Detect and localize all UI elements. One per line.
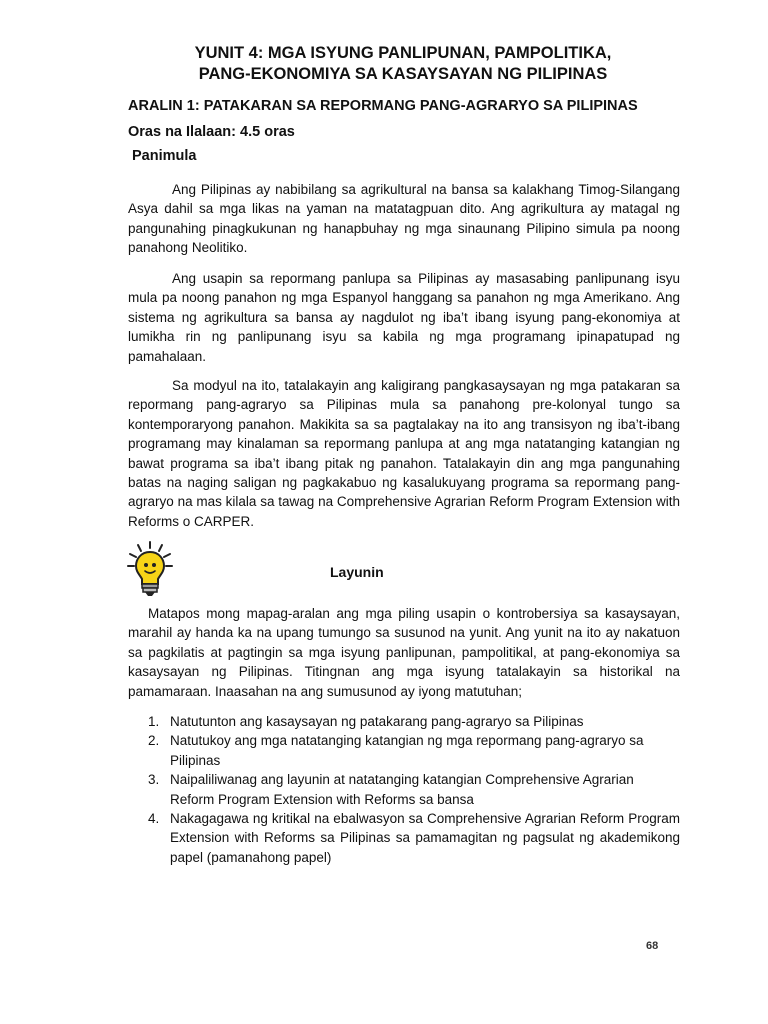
list-item	[128, 731, 680, 770]
objectives-heading: Layunin	[330, 564, 384, 580]
list-item	[128, 770, 680, 809]
list-item-text: Naipaliliwanag ang layunin at natatanging katangian Comprehensive Agrarian Reform Program Extension with Reforms sa bansa	[170, 772, 634, 807]
list-item-text: Natutukoy ang mga natatanging katangian ng mga repormang pang-agraryo sa Pilipinas	[170, 733, 644, 768]
intro-paragraph-3: Sa modyul na ito, tatalakayin ang kaligirang pangkasaysayan ng mga patakaran sa repormang pang-agraryo sa Pilipinas mula sa panahong pre-kolonyal tungo sa kontemporaryong panahon. Makikita sa sa pagtalakay na ito ang transisyon ng iba’t-ibang programang may kinalaman sa repormang panlupa at ang mga natatanging katangian ng bawat programa sa iba’t ibang pitak ng panahon. Tatalakayin din ang mga pangunahing batas na naging saligan ng pagkakabuo ng kasalukuyang programa sa repormang pang-agraryo na mas kilala sa tawag na Comprehensive Agrarian Reform Program Extension with Reforms o CARPER.	[128, 378, 680, 529]
list-item	[128, 809, 680, 867]
unit-title-line2: PANG-EKONOMIYA SA KASAYSAYAN NG PILIPINAS	[198, 65, 608, 83]
list-item-number: 1.	[148, 714, 160, 729]
unit-title-line1: YUNIT 4: MGA ISYUNG PANLIPUNAN, PAMPOLITIKA,	[194, 44, 612, 62]
objectives-header	[126, 540, 686, 600]
intro-heading: Panimula	[132, 148, 197, 164]
list-item-number: 2.	[148, 733, 160, 749]
objectives-paragraph: Matapos mong mapag-aralan ang mga piling usapin o kontrobersiya sa kasaysayan, marahil ay handa ka na upang tumungo sa susunod na yunit. Ang yunit na ito ay nakatuon sa pagkilatis at pagtingin sa mga isyung panlipunan, pampolitikal, at pang-ekonomiya sa kasaysayan ng Pilipinas. Titingnan ang mga isyung tatalakayin sa historikal na pamamaraan. Inaasahan na ang sumusunod ay iyong matutuhan;	[128, 606, 680, 699]
list-item-text: Natutunton ang kasaysayan ng patakarang pang-agraryo sa Pilipinas	[170, 714, 584, 729]
list-item-number: 3.	[148, 772, 160, 788]
allotted-hours: Oras na Ilalaan: 4.5 oras	[128, 124, 295, 140]
intro-paragraph-2: Ang usapin sa repormang panlupa sa Pilipinas ay masasabing panlipunang isyu mula pa noong panahon ng mga Espanyol hanggang sa panahon ng mga Amerikano. Ang sistema ng agrikultura sa bansa ay nagdulot ng iba’t ibang isyung pang-ekonomiya at lumikha rin ng panlipunang isyu sa kabila ng mga programang ipinapatupad ng pamahalaan.	[128, 271, 680, 364]
lesson-title: ARALIN 1: PATAKARAN SA REPORMANG PANG-AGRARYO SA PILIPINAS	[128, 98, 638, 114]
list-item-number: 4.	[148, 811, 160, 827]
page-number: 68	[646, 940, 659, 952]
intro-paragraph-1: Ang Pilipinas ay nabibilang sa agrikultural na bansa sa kalakhang Timog-Silangang Asya dahil sa mga likas na yaman na matatagpuan dito. Ang agrikultura ay matagal ng pangunahing pinagkukunan ng hanapbuhay ng mga sinaunang Pilipino simula pa noong panahong Neolitiko.	[128, 182, 680, 256]
list-item-text: Nakagagawa ng kritikal na ebalwasyon sa Comprehensive Agrarian Reform Program Extension with Reforms sa Pilipinas sa pamamagitan ng pagsulat ng akademikong papel (pamanahong papel)	[170, 811, 680, 865]
list-item	[128, 712, 680, 731]
lightbulb-icon	[126, 540, 174, 598]
unit-title	[128, 43, 678, 85]
objectives-list	[128, 712, 680, 867]
